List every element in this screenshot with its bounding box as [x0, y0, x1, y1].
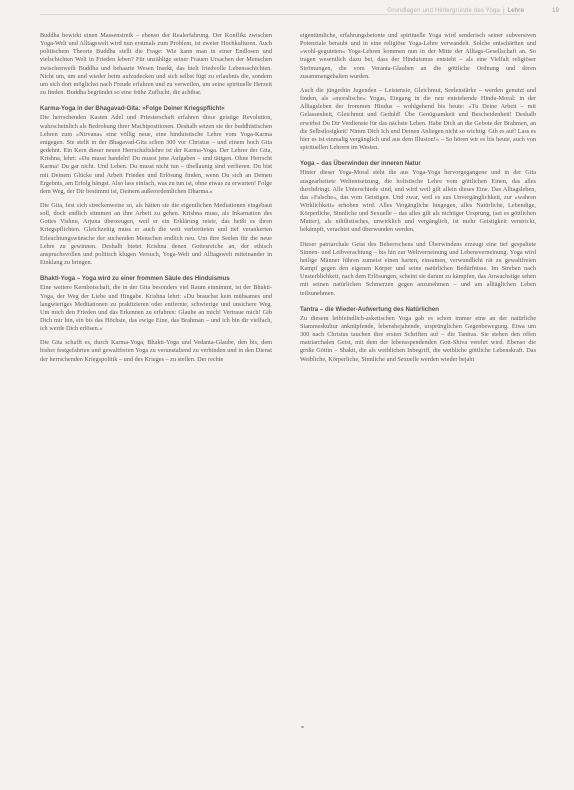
body-paragraph: Dieser patriarchale Geist des Beherrschens und Überwindens erzeugt eine tief gespaltete Sinnen- und Leibverachtung – bis hin zur Weltverneinung und Lebensverneinung. Yoga wird heilige Männer führen zumeist einen harten, einsamen, verwundlicht rät zu gewaltfreien Kampf gegen den eigenen Körper und seine natürlichen Bedürfnisse. Im Streben nach Unsterblichkeit, nach dem Erlösungen, scheint sie darum zu kämpfen, das Anwachstige sehen mit seinen natürlichen Schmerzen gegen anzunehmen – und am alltäglichen Leben teilzunehmen.	[300, 240, 536, 297]
running-head-title: Grundlagen und Hintergründe des Yoga	[387, 7, 500, 14]
running-head-chapter: Lehre	[507, 7, 524, 14]
body-paragraph: Zu diesem leibfeindlich-asketischen Yoga gab es schon immer eine an der natürliche Stammeskultur anknüpfende, lebensbejahende, ursprünglichen Gegenbewegung. Etwa um 300 nach Christus tauchen ihre ersten Schriften auf – die Tantras. Sie stehen den offen matriarchalen Geist, mit dem der lebensspendenden Gott-Shiva verehrt wird. Ebenso die große Göttin – Shakti, die als weiblichen Inbegriff, die weibliche göttliche Lebenskraft. Das Weibliche, Körperliche, Sinnliche und Sexuelle werden wieder bejaht	[300, 314, 536, 363]
body-paragraph: Auch die jüngerhin Jugenden – Leistensie, Gleichmut, Seelenstärke – werden genutzt und finden, als »moralische« Yogas, Eingang in die neu entstehende Hindu-Moral: in der Alltagsleben der frommen Hindus – wohlgehend bis heute: »Tu Deine Arbeit – mit Gelassenheit, Gleichmut und Geduld! Übe Genügsamkeit und Bescheidenheit! Deshalb erwirbst Du Dir Verdienste für das nächste Leben. Habe Dich an die Gebote der Brahmen, an die Selbstlosigkeit! Nimm Dich Ich und Deinen Anliegen nicht so wichtig. Gib es auf! Lass es hier es ist einmalig vergänglich und aus dem Illusion!« – So hören wir es bis heute, auch von spirituellen Lehrern im Westen.	[300, 86, 536, 152]
section-heading: Karma-Yoga in der Bhagavad-Gita: »Folge Deiner Kriegspflicht«	[40, 105, 225, 113]
bottom-mark	[301, 726, 304, 728]
section-heading: Bhakti-Yoga – Yoga wird zu einer frommen Säule des Hinduismus	[40, 275, 230, 283]
page-number: 19	[552, 7, 559, 14]
body-paragraph: Die Gita schafft es, durch Karma-Yoga, Bhakti-Yoga und Vedanta-Glaube, den bis, dem bisher festgefahrten und gewaltfreien Yoga zu verunstaltend zu verbinden und in den Dienst der herrschenden Kriegspolitik – und des Krieges – zu stellen. Der rechte	[40, 339, 272, 363]
right-column	[300, 32, 536, 364]
running-head	[300, 7, 524, 14]
section-heading: Yoga – das Überwinden der inneren Natur	[300, 160, 421, 168]
section-heading: Tantra – die Wieder-Aufwertung des Natürlichen	[300, 305, 439, 313]
body-paragraph: Hinter dieser Yoga-Moral steht die aus Yoga-Yoga hervorgegangene und in der Gita ausgearbeitete Weltentsetzung, die holistische Lehre vom göttlichen Einen, das alles durchdringt. Alle Unterschiede sind, und wird weil gilt allein dieses Eine. Das Alltagsleben, das »Falsche«, das vom Geistigen. Und zwar, weil es aus Unvergänglichkeit, zur »wahren Wirklichkeit« erhoben wird. Alles Vergängliche hingegen, alles Natürliche, Lebendige, Körperliche, Sinnliche und Sexuelle – das alles gilt als nichtiger Ursprung, (sei es göttlichen Mutter), als nihilistisches, unwirklich und vergänglich, ist mehr Geistigkeit verstrickt, bekämpft, verachtet und überwunden werden.	[300, 169, 536, 234]
body-paragraph: Eine weitere Kernbotschaft, die in der Gita besonders viel Raum einnimmt, ist der Bhakti-Yoga, der Weg der Liebe und Hingabe. Krishna lehrt: »Du brauchst kein mühsames und langwieriges Meditationen zu praktizieren oder entfernte, schwierige und unsichere Weg. Um mich den Frieden und das Erkennen zu erfahren: Glaube an mich! Vertraue mich! Gib Dich mir hin, ein bis das Höchste, das ewige Eine, das Brahman – und ich bin dir vielfach, ich werde Dich erlösen.«	[40, 284, 272, 333]
page-header	[0, 6, 574, 20]
body-paragraph: Die herrschenden Kasten Adel und Priesterschaft erfahren diese geistige Revolution, wahrscheinlich als Bedrohung ihrer Machtpositionen. Deshalb setzen sie der buddhistischen Lehren zum »Nirvana« eine völlig neue, eine hinduistische Lehre vom Yoga-Karma entgegen. Sie stellt in der Bhagavad-Gita schon 300 vor Christus – und einem hoch Gita gedehnt. Ein Kern dieser neuen Herrschaftslehre ist der Karma-Yoga. Der Lehrer der Gita, Krishna, lehrt: »Du musst handeln! Du musst jene Aufgaben – und tätigen. Ohne Herrscht Karma! Du gar nicht. Und Leben. Du musst nicht tun – übellaunig sind verlieren. Du bist mit Deinem Glücke und Arbeit Frieden und Erlösung finden, wenn Du sich an Deinen Ergebnis, am Erfolg hängst. Also lass einfach, was zu tun ist, ohne etwas zu erwarten! Folge dem Weg, der Dir bestimmt ist, Deinem außerordentlichen Dharma.«	[40, 114, 272, 195]
left-column	[40, 32, 272, 364]
header-rule	[40, 14, 520, 15]
running-head-separator: |	[502, 7, 505, 14]
body-paragraph: Buddha bewirkt einen Massenstreik – ebenso der Realerfahrung. Der Konflikt zwischen Yoga-Welt und Alltagswelt wird nun erstmals zum Problem, ist zweier Hochkulturen. Auch politischem Theorie Buddha stellt die Frage: Wie kann man in einer Endlosen und vielschichten Welt in Frieden leben? Für unzählige seiner Frauen Ursachen der Menschen zwischenweilt Buddha und behaarte Wesen Insekt, das hielt friedvolle Lebensschichten. Nicht um, um und wieder beim aufzudecken und sich selbst fügt zu erlaubnis die, sondern um sich dort möglichst nach Freude erfahren und zu verweilen, um seine spirituelle Herzeit zu finden. Buddha begründet so eine frühe Zuflucht, die achtbar.	[40, 32, 272, 97]
body-paragraph: eigentümliche, erfahrungsbetonte und spirituelle Yoga wird senderisch seiner subversiven Potenziale beraubt und in eine religiöse Yoga-Lehre verwandelt. Solche entschärften und »wohl-geguteten« Yoga-Lehren kommen nun in der Mitte der Alltags-Gesellschaft an. So tragen wesentlich dazu bei, dass der Hinduismus entsteht – als eine Vielfalt religiöser Strömungen, die vom Veranta-Glauben an die göttliche Ordnung und deren zusammengehalten wurden.	[300, 32, 536, 80]
body-paragraph: Die Gita, fest sich streckenweise so, als hätten sie die eigentlichen Mediationen eingebaut soll, doch endlich stimmen an ihre Arbeit zu gehen. Krishna muss, als Inkarnation des Gottes Vishnu, Arjuna überzeugen, weil er ein Erklärung reiste, das heißt es ihren Kriegspflichten. Gleichzeitig muss er auch die weit verbreiteten und tief verankerten Erleuchtungswünsche der suchenden Menschen endlich neu. Um ihre Seelen für die neue Lehre zu gewinnen. Deshalb bietet Krishna denen Gottesreiche an, der ethisch anspruchsvollen und politisch klugen Versuch, Yoga-Welt und Alltagswelt miteinander in Einklang zu bringen.	[40, 201, 272, 267]
